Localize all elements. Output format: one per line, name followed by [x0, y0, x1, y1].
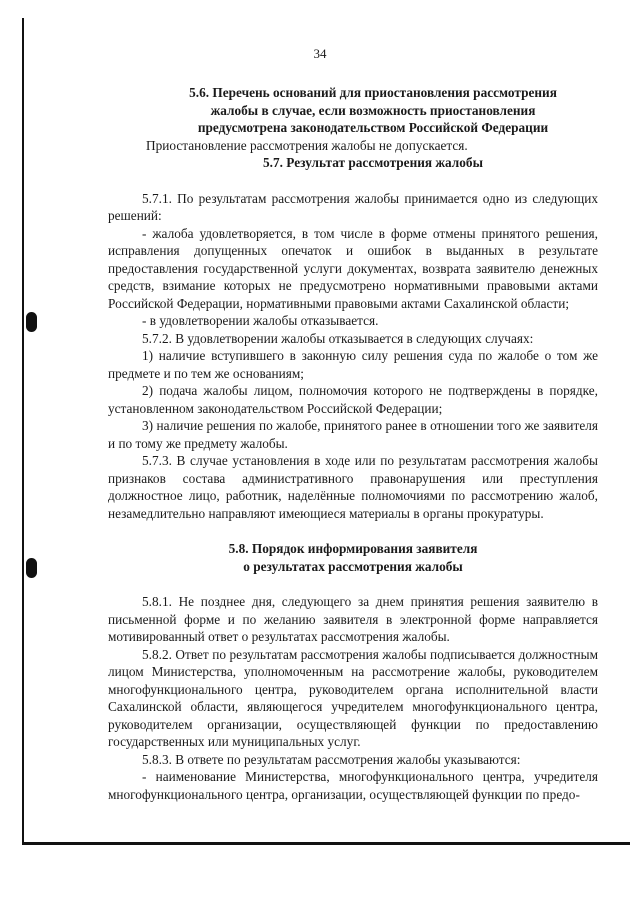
- paragraph-5-7-2: 5.7.2. В удовлетворении жалобы отказывается в следующих случаях:: [142, 330, 534, 346]
- punch-hole-mark: [26, 558, 37, 578]
- heading-line: о результатах рассмотрения жалобы: [243, 558, 463, 574]
- heading-line: жалобы в случае, если возможность приостановления: [210, 102, 536, 118]
- page-number: 34: [313, 46, 327, 61]
- paragraph-5-8-3: 5.8.3. В ответе по результатам рассмотрения жалобы указываются:: [142, 751, 521, 767]
- scan-bottom-border: [22, 842, 630, 845]
- paragraph-5-7-1: 5.7.1. По результатам рассмотрения жалобы принимается одно из следующих решений:: [108, 190, 598, 223]
- section-5-7-heading: 5.7. Результат рассмотрения жалобы: [263, 155, 483, 170]
- scan-left-border: [22, 18, 24, 843]
- document-body: [108, 84, 598, 803]
- paragraph-5-7-3: 5.7.3. В случае установления в ходе или по результатам рассмотрения жалобы признаков состава административного правонарушения или преступления должностное лицо, работник, наделённые полномочиями по рассмотрению жалоб, незамедлительно направляют имеющиеся материалы в органы прокуратуры.: [108, 453, 598, 521]
- heading-line: 5.6. Перечень оснований для приостановления рассмотрения: [189, 85, 557, 100]
- heading-line: 5.8. Порядок информирования заявителя: [228, 541, 478, 556]
- list-item-complaint-satisfied: - жалоба удовлетворяется, в том числе в форме отмены принятого решения, исправления допущенных опечаток и ошибок в выданных в результате предоставления государственной услуги документах, возврата заявителю денежных средств, взимание которых не предусмотрено нормативными правовыми актами Российской Федерации, нормативными правовыми актами Сахалинской области;: [108, 225, 598, 311]
- heading-line: предусмотрена законодательством Российской Федерации: [197, 120, 549, 135]
- list-item-refusal-reason-3: 3) наличие решения по жалобе, принятого ранее в отношении того же заявителя и по тому же предмету жалобы.: [108, 418, 598, 451]
- punch-hole-mark: [26, 312, 37, 332]
- section-5-8-heading: [108, 540, 598, 575]
- list-item-refusal-reason-1: 1) наличие вступившего в законную силу решения суда по жалобе о том же предмете и по тем же основаниям;: [108, 348, 598, 381]
- section-5-6-text: Приостановление рассмотрения жалобы не допускается.: [146, 137, 468, 153]
- section-5-6-heading: [108, 84, 598, 137]
- list-item-response-contents: - наименование Министерства, многофункционального центра, учредителя многофункционального центра, организации, осуществляющей функции по предо-: [108, 769, 598, 802]
- list-item-complaint-refused: - в удовлетворении жалобы отказывается.: [142, 313, 379, 328]
- list-item-refusal-reason-2: 2) подача жалобы лицом, полномочия которого не подтверждены в порядке, установленном законодательством Российской Федерации;: [108, 383, 598, 416]
- paragraph-5-8-1: 5.8.1. Не позднее дня, следующего за днем принятия решения заявителю в письменной форме и по желанию заявителя в электронной форме направляется мотивированный ответ о результатах рассмотрения жалобы.: [108, 594, 598, 644]
- paragraph-5-8-2: 5.8.2. Ответ по результатам рассмотрения жалобы подписывается должностным лицом Министерства, уполномоченным на рассмотрение жалобы, руководителем многофункционального центра, руководителем органа исполнительной власти Сахалинской области, являющегося учредителем многофункционального центра, руководителем организации, осуществляющей функции по предоставлению государственных или муниципальных услуг.: [108, 646, 598, 749]
